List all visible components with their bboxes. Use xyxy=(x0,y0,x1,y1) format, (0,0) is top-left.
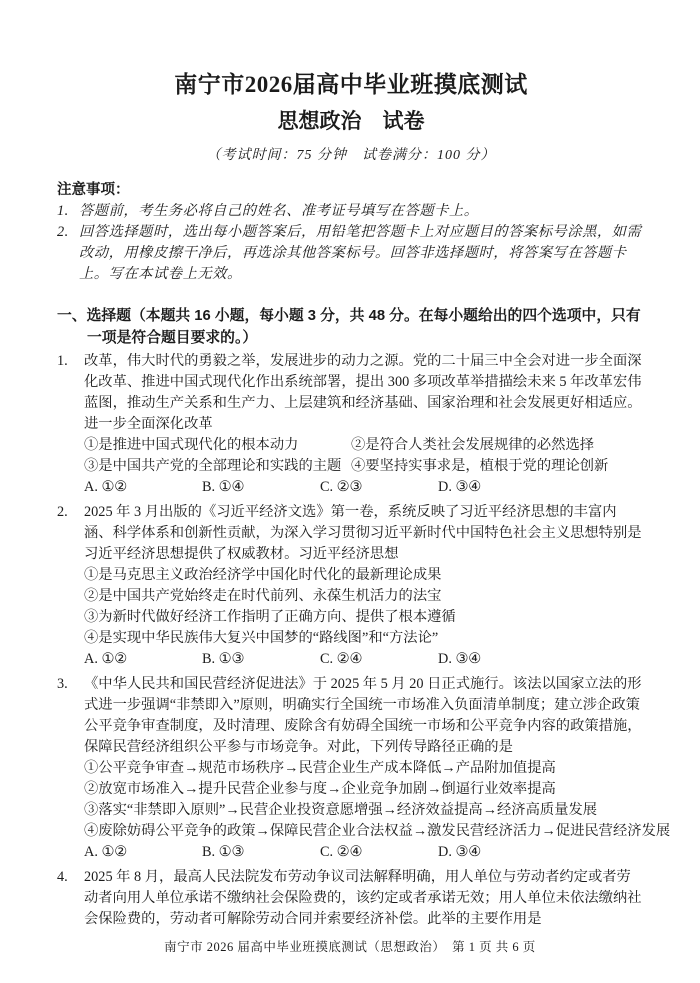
statement-2: ②是符合人类社会发展规律的必然选择 xyxy=(351,437,595,453)
choice-b: B. ①③ xyxy=(202,651,245,667)
question-3 xyxy=(57,674,671,863)
notice-item-number: 2. xyxy=(57,224,69,240)
question-body xyxy=(84,351,645,498)
statement-3: ③落实“非禁即入原则”→民营企业投资意愿增强→经济效益提高→经济高质量发展 xyxy=(84,802,598,818)
question-stem: 2025 年 8 月，最高人民法院发布劳动争议司法解释明确，用人单位与劳动者约定或者劳动者向用人单位承诺不缴纳社会保险费的，该约定或者承诺无效；用人单位未依法缴纳社会保险费的，劳动者可解除劳动合同并索要经济补偿。此举的主要作用是 xyxy=(84,869,642,927)
choice-a: A. ①② xyxy=(84,479,128,495)
notice-heading: 注意事项： xyxy=(57,182,130,198)
notice-item-text: 回答选择题时，选出每小题答案后，用铅笔把答题卡上对应题目的答案标号涂黑，如需改动，用橡皮擦干净后，再选涂其他答案标号。回答非选择题时，将答案写在答题卡上。写在本试卷上无效。 xyxy=(79,224,642,282)
question-number: 3. xyxy=(57,676,68,692)
notice-section xyxy=(57,180,645,285)
choice-c: C. ②④ xyxy=(320,651,363,667)
statement-4: ④是实现中华民族伟大复兴中国梦的“路线图”和“方法论” xyxy=(84,630,439,646)
notice-item-2 xyxy=(57,222,645,285)
question-body xyxy=(84,502,645,670)
question-body xyxy=(84,867,645,930)
page-footer: 南宁市 2026 届高中毕业班摸底测试（思想政治） 第 1 页 共 6 页 xyxy=(164,940,536,954)
question-4 xyxy=(57,867,645,930)
choice-a: A. ①② xyxy=(84,844,128,860)
statement-4: ④废除妨碍公平竞争的政策→保障民营企业合法权益→激发民营经济活力→促进民营经济发展 xyxy=(84,823,671,839)
page-title: 南宁市2026届高中毕业班摸底测试 xyxy=(174,72,528,97)
choices-row xyxy=(84,842,645,863)
question-body xyxy=(84,674,671,863)
question-number: 2. xyxy=(57,504,68,520)
choice-c: C. ②③ xyxy=(320,479,363,495)
section-heading-choice-questions: 一、选择题（本题共 16 小题，每小题 3 分，共 48 分。在每小题给出的四个选项中，只有一项是符合题目要求的。） xyxy=(57,308,641,346)
choice-a: A. ①② xyxy=(84,651,128,667)
question-stem: 《中华人民共和国民营经济促进法》于 2025 年 5 月 20 日正式施行。该法以国家立法的形式进一步强调“非禁即入”原则，明确实行全国统一市场准入负面清单制度；建立涉企政策公平竞争审查制度，及时清理、废除含有妨碍全国统一市场和公平竞争内容的政策措施，保障民营经济组织公平参与市场竞争。对此，下列传导路径正确的是 xyxy=(84,676,642,755)
statement-1: ①公平竞争审查→规范市场秩序→民营企业生产成本降低→产品附加值提高 xyxy=(84,760,556,776)
question-2 xyxy=(57,502,645,670)
question-number: 1. xyxy=(57,353,68,369)
question-stem: 改革，伟大时代的勇毅之举，发展进步的动力之源。党的二十届三中全会对进一步全面深化改革、推进中国式现代化作出系统部署，提出 300 多项改革举措描绘未来 5 年改革宏伟蓝图，推动生产关系和生产力、上层建筑和经济基础、国家治理和社会发展更好相适应。进一步全面深化改革 xyxy=(84,353,642,432)
page-subtitle: 思想政治 试卷 xyxy=(277,110,425,133)
choice-b: B. ①④ xyxy=(202,479,245,495)
choice-d: D. ③④ xyxy=(438,651,482,667)
exam-info: （考试时间：75 分钟 试卷满分：100 分） xyxy=(206,148,496,163)
choices-row xyxy=(84,649,645,670)
notice-item-1 xyxy=(57,201,645,222)
statement-1: ①是推进中国式现代化的根本动力 xyxy=(84,437,299,453)
choice-d: D. ③④ xyxy=(438,479,482,495)
statement-1: ①是马克思主义政治经济学中国化时代化的最新理论成果 xyxy=(84,567,442,583)
question-1 xyxy=(57,351,645,498)
choice-b: B. ①③ xyxy=(202,844,245,860)
statement-4: ④要坚持实事求是，植根于党的理论创新 xyxy=(351,458,609,474)
statement-3: ③为新时代做好经济工作指明了正确方向、提供了根本遵循 xyxy=(84,609,456,625)
choices-row xyxy=(84,477,645,498)
notice-item-number: 1. xyxy=(57,203,69,219)
statement-3: ③是中国共产党的全部理论和实践的主题 xyxy=(84,458,342,474)
statement-2: ②放宽市场准入→提升民营企业参与度→企业竞争加剧→倒逼行业效率提高 xyxy=(84,781,556,797)
question-number: 4. xyxy=(57,869,68,885)
question-stem: 2025 年 3 月出版的《习近平经济文选》第一卷，系统反映了习近平经济思想的丰富内涵、科学体系和创新性贡献，为深入学习贯彻习近平新时代中国特色社会主义思想特别是习近平经济思想提供了权威教材。习近平经济思想 xyxy=(84,504,642,562)
statement-2: ②是中国共产党始终走在时代前列、永葆生机活力的法宝 xyxy=(84,588,442,604)
choice-c: C. ②④ xyxy=(320,844,363,860)
notice-item-text: 答题前，考生务必将自己的姓名、准考证号填写在答题卡上。 xyxy=(79,203,479,219)
statement-row xyxy=(84,435,645,456)
choice-d: D. ③④ xyxy=(438,844,482,860)
statement-row xyxy=(84,456,645,477)
